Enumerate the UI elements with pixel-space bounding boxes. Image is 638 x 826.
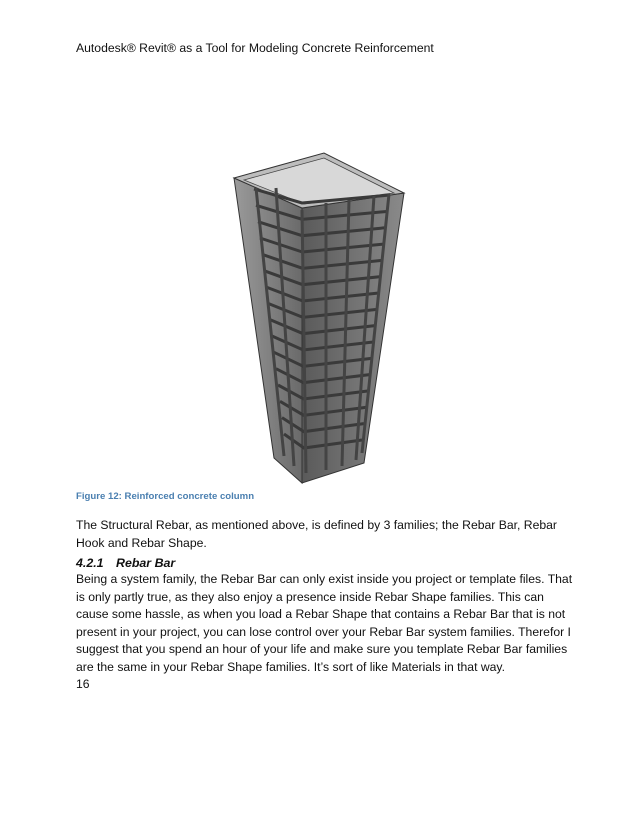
page-header: Autodesk® Revit® as a Tool for Modeling Concrete Reinforcement [76,41,434,55]
section-number: 4.2.1 [76,556,104,570]
reinforced-column-figure [214,148,414,498]
section-paragraph: Being a system family, the Rebar Bar can only exist inside you project or template files. That is only partly true, as they also enjoy a presence inside Rebar Shape families. This can cause some hassle, as when you load a Rebar Shape that contains a Rebar Bar that is not present in your project, you can lose control over your Rebar Bar system families. Therefor I suggest that you spend an hour of your life and make sure you template Rebar Bar families are the same in your Rebar Shape families. It’s sort of like Materials in that way. [76,572,573,674]
section-heading [76,556,175,570]
section-title: Rebar Bar [116,556,176,570]
figure-caption: Figure 12: Reinforced concrete column [76,491,255,502]
column-illustration [214,148,414,498]
intro-paragraph: The Structural Rebar, as mentioned above, is defined by 3 families; the Rebar Bar, Rebar Hook and Rebar Shape. [76,518,557,550]
page-number: 16 [76,677,90,691]
column-right-face [302,193,404,483]
